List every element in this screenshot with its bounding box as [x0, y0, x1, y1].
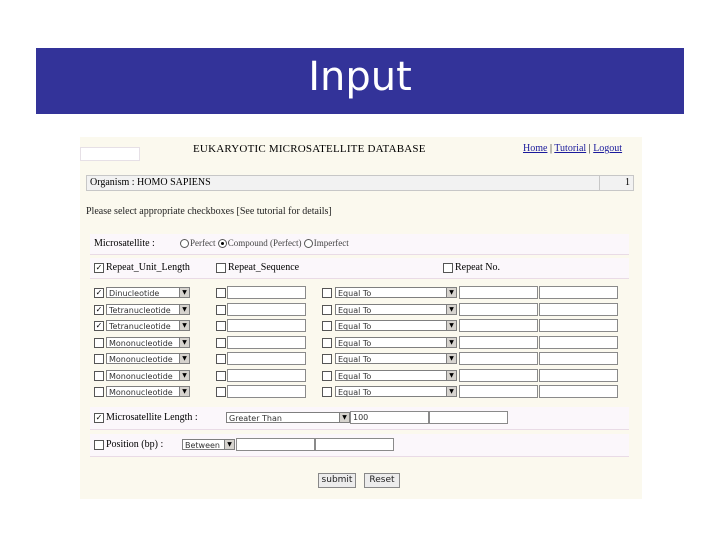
repeat-no-row-checkbox[interactable]: [322, 321, 332, 331]
repeat-unit-select[interactable]: [106, 287, 190, 298]
repeat-unit-select[interactable]: [106, 386, 190, 397]
repeat-no-operator-select[interactable]: [335, 304, 457, 315]
dropdown-arrow-icon: ▼: [446, 338, 456, 347]
option-imperfect-label: Imperfect: [313, 238, 349, 248]
repeat-no-header: Repeat No.: [455, 262, 500, 273]
link-separator: |: [549, 143, 552, 154]
repeat-no-max-input[interactable]: [539, 319, 618, 332]
repeat-unit-value: Mononucleotide: [109, 355, 173, 364]
divider: [599, 176, 600, 190]
repeat-unit-select[interactable]: [106, 320, 190, 331]
microsatellite-options: [180, 238, 349, 248]
repeat-unit-select[interactable]: [106, 337, 190, 348]
dropdown-arrow-icon: ▼: [224, 440, 234, 449]
dropdown-arrow-icon: ▼: [179, 338, 189, 347]
repeat-no-operator-value: Equal To: [338, 371, 372, 381]
radio-perfect[interactable]: [180, 239, 189, 248]
sequence-input[interactable]: [227, 385, 306, 398]
organism-bar: [86, 175, 634, 191]
sequence-input[interactable]: [227, 303, 306, 316]
dropdown-arrow-icon: ▼: [446, 288, 456, 297]
unit-checkbox[interactable]: [94, 387, 104, 397]
radio-imperfect[interactable]: [304, 239, 313, 248]
repeat-no-max-input[interactable]: [539, 385, 618, 398]
repeat-unit-length-header: Repeat_Unit_Length: [106, 262, 190, 273]
sequence-checkbox[interactable]: [216, 288, 226, 298]
criteria-header-row: [90, 258, 629, 279]
dropdown-arrow-icon: ▼: [446, 371, 456, 380]
repeat-no-operator-select[interactable]: [335, 337, 457, 348]
repeat-no-row-checkbox[interactable]: [322, 387, 332, 397]
unit-checkbox[interactable]: [94, 371, 104, 381]
length-row: [90, 407, 629, 430]
organism-count: 1: [625, 177, 630, 188]
length-operator-value: Greater Than: [229, 414, 282, 423]
repeat-no-checkbox[interactable]: [443, 263, 453, 273]
position-to-input[interactable]: [315, 438, 394, 451]
sequence-checkbox[interactable]: [216, 354, 226, 364]
unit-checkbox[interactable]: [94, 354, 104, 364]
link-separator: |: [588, 143, 591, 154]
repeat-no-min-input[interactable]: [459, 369, 538, 382]
submit-button[interactable]: submit: [318, 473, 356, 488]
repeat-no-operator-value: Equal To: [338, 388, 372, 397]
position-row: [90, 434, 629, 457]
dropdown-arrow-icon: ▼: [446, 305, 456, 314]
radio-compound[interactable]: [218, 239, 227, 248]
sequence-checkbox[interactable]: [216, 338, 226, 348]
repeat-no-row-checkbox[interactable]: [322, 305, 332, 315]
length-checkbox[interactable]: ✓: [95, 413, 103, 422]
criteria-row: [90, 384, 629, 399]
repeat-no-max-input[interactable]: [539, 369, 618, 382]
dropdown-arrow-icon: ▼: [446, 321, 456, 330]
repeat-no-operator-value: Equal To: [338, 338, 372, 348]
repeat-no-max-input[interactable]: [539, 336, 618, 349]
sequence-input[interactable]: [227, 352, 306, 365]
criteria-row: [90, 318, 629, 333]
repeat-unit-value: Tetranucleotide: [109, 322, 171, 331]
instructions-text: Please select appropriate checkboxes [See tutorial for details]: [86, 206, 332, 217]
slide-title: Input: [308, 54, 412, 100]
organism-label: Organism : HOMO SAPIENS: [90, 177, 211, 188]
length-operator-select[interactable]: [226, 412, 350, 423]
criteria-row: [90, 285, 629, 300]
repeat-no-operator-select[interactable]: [335, 370, 457, 381]
repeat-no-max-input[interactable]: [539, 352, 618, 365]
repeat-unit-select[interactable]: [106, 370, 190, 381]
reset-button[interactable]: Reset: [364, 473, 400, 488]
top-links: [523, 143, 622, 154]
database-title: EUKARYOTIC MICROSATELLITE DATABASE: [193, 143, 426, 155]
position-from-input[interactable]: [236, 438, 315, 451]
repeat-no-min-input[interactable]: [459, 336, 538, 349]
position-label: Position (bp) :: [106, 439, 164, 450]
sequence-checkbox[interactable]: [216, 371, 226, 381]
sequence-input[interactable]: [227, 319, 306, 332]
repeat-no-max-input[interactable]: [539, 303, 618, 316]
repeat-no-min-input[interactable]: [459, 303, 538, 316]
dropdown-arrow-icon: ▼: [446, 354, 456, 363]
microsatellite-type-row: [90, 234, 629, 255]
criteria-rows: [90, 282, 629, 400]
repeat-no-max-input[interactable]: [539, 286, 618, 299]
sequence-input[interactable]: [227, 286, 306, 299]
repeat-no-row-checkbox[interactable]: [322, 288, 332, 298]
dropdown-arrow-icon: ▼: [179, 354, 189, 363]
home-link[interactable]: Home: [523, 143, 548, 154]
repeat-no-operator-value: Equal To: [338, 305, 372, 315]
repeat-no-row-checkbox[interactable]: [322, 371, 332, 381]
repeat-unit-value: Mononucleotide: [109, 388, 173, 397]
dropdown-arrow-icon: ▼: [179, 288, 189, 297]
repeat-no-operator-select[interactable]: [335, 287, 457, 298]
repeat-no-min-input[interactable]: [459, 286, 538, 299]
repeat-no-operator-select[interactable]: [335, 386, 457, 397]
repeat-unit-select[interactable]: [106, 353, 190, 364]
repeat-no-row-checkbox[interactable]: [322, 354, 332, 364]
dropdown-arrow-icon: ▼: [339, 413, 349, 422]
logo-strip: [80, 147, 140, 161]
dropdown-arrow-icon: ▼: [446, 387, 456, 396]
criteria-row: [90, 368, 629, 383]
option-perfect-label: Perfect: [190, 238, 216, 248]
criteria-row: [90, 335, 629, 350]
repeat-no-operator-value: Equal To: [338, 322, 372, 331]
repeat-no-min-input[interactable]: [459, 352, 538, 365]
sequence-input[interactable]: [227, 369, 306, 382]
repeat-no-row-checkbox[interactable]: [322, 338, 332, 348]
dropdown-arrow-icon: ▼: [179, 321, 189, 330]
unit-checkbox[interactable]: ✓: [95, 288, 103, 297]
repeat-sequence-header: Repeat_Sequence: [228, 262, 300, 273]
repeat-unit-value: Tetranucleotide: [109, 305, 171, 315]
slide-title-banner: [36, 48, 684, 114]
repeat-no-min-input[interactable]: [459, 319, 538, 332]
dropdown-arrow-icon: ▼: [179, 305, 189, 314]
position-operator-value: Between: [185, 441, 221, 450]
database-form-screenshot: [80, 137, 642, 499]
repeat-sequence-checkbox[interactable]: [216, 263, 226, 273]
repeat-unit-select[interactable]: [106, 304, 190, 315]
unit-checkbox[interactable]: ✓: [95, 304, 103, 314]
repeat-no-min-input[interactable]: [459, 385, 538, 398]
dropdown-arrow-icon: ▼: [179, 387, 189, 396]
logout-link[interactable]: Logout: [593, 143, 623, 154]
repeat-unit-value: Mononucleotide: [109, 371, 173, 381]
repeat-unit-value: Dinucleotide: [109, 289, 160, 298]
repeat-unit-length-checkbox[interactable]: ✓: [95, 263, 103, 272]
length-label: Microsatellite Length :: [106, 412, 198, 423]
unit-checkbox[interactable]: [94, 338, 104, 348]
option-compound-label: Compound (Perfect): [227, 238, 302, 248]
repeat-unit-value: Mononucleotide: [109, 338, 173, 348]
length-value-input[interactable]: 100: [350, 411, 429, 424]
repeat-no-operator-select[interactable]: [335, 353, 457, 364]
sequence-checkbox[interactable]: [216, 305, 226, 315]
criteria-row: [90, 302, 629, 317]
criteria-row: [90, 351, 629, 366]
position-checkbox[interactable]: [94, 440, 104, 450]
repeat-no-operator-select[interactable]: [335, 320, 457, 331]
microsatellite-label: Microsatellite :: [94, 238, 155, 249]
repeat-no-operator-value: Equal To: [338, 355, 372, 364]
sequence-checkbox[interactable]: [216, 387, 226, 397]
length-value-input-2[interactable]: [429, 411, 508, 424]
unit-checkbox[interactable]: ✓: [95, 321, 103, 330]
sequence-checkbox[interactable]: [216, 321, 226, 331]
tutorial-link[interactable]: Tutorial: [554, 143, 587, 154]
position-operator-select[interactable]: [182, 439, 235, 450]
repeat-no-operator-value: Equal To: [338, 289, 372, 298]
sequence-input[interactable]: [227, 336, 306, 349]
dropdown-arrow-icon: ▼: [179, 371, 189, 380]
